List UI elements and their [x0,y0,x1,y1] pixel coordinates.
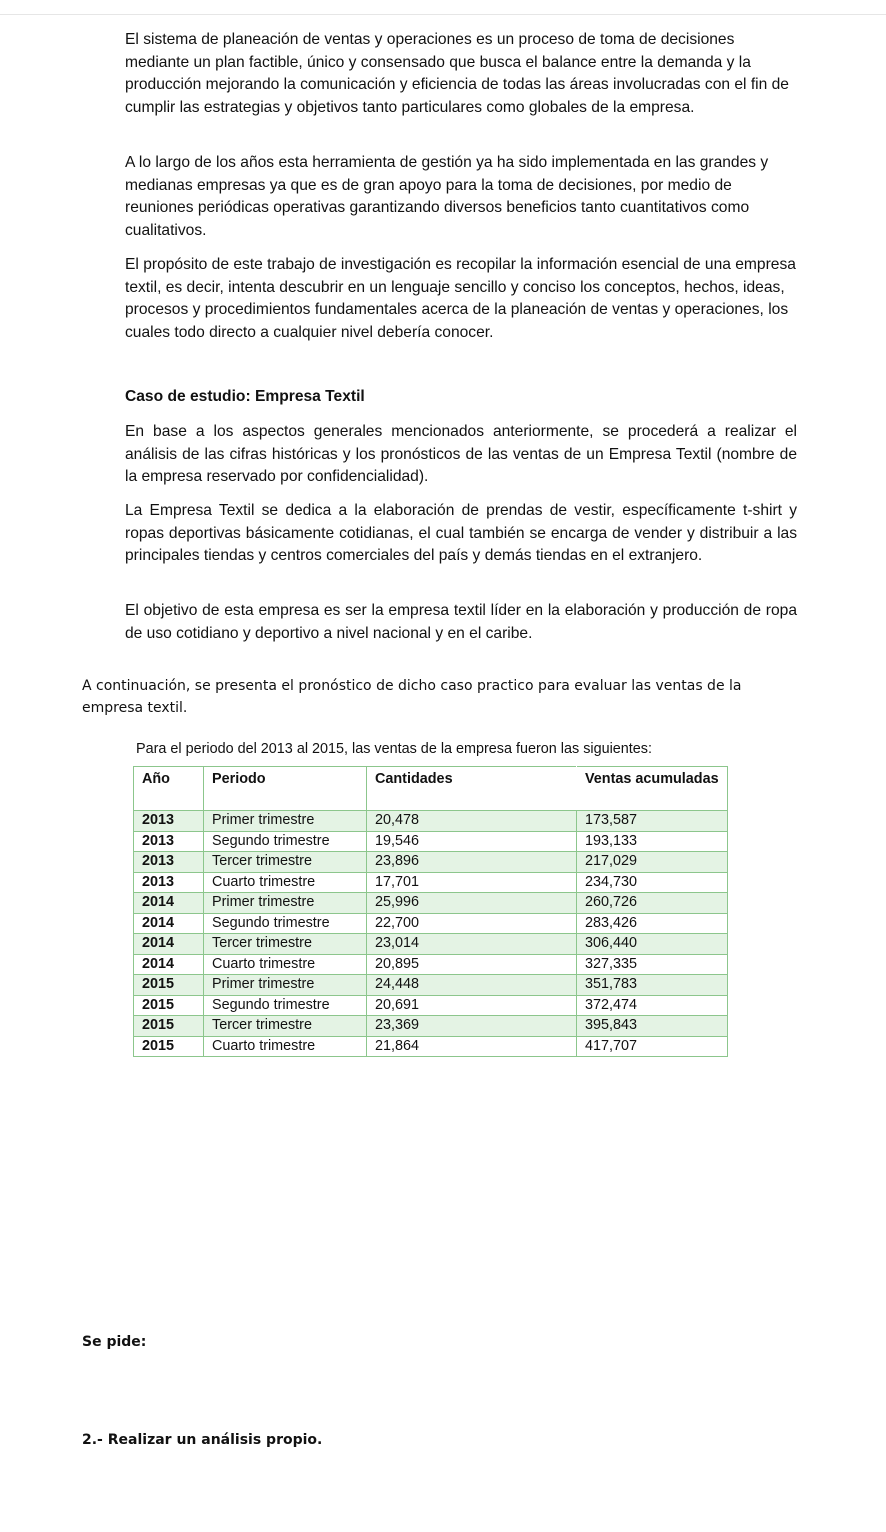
row-sales-cell: 260,726 [577,893,728,914]
header-cumulative-sales: Ventas acumuladas [577,767,728,811]
sales-table-body [134,811,728,1057]
row-period-cell: Segundo trimestre [204,995,367,1016]
row-period-cell: Primer trimestre [204,811,367,832]
table-row [134,934,728,955]
se-pide-label: Se pide: [82,1334,147,1350]
row-year-cell: 2013 [134,852,204,873]
row-quantity-cell: 19,546 [367,831,577,852]
row-period-cell: Primer trimestre [204,893,367,914]
row-year-cell: 2013 [134,831,204,852]
table-row [134,831,728,852]
table-row [134,954,728,975]
header-period: Periodo [204,767,367,811]
table-row [134,975,728,996]
row-quantity-cell: 25,996 [367,893,577,914]
row-sales-cell: 351,783 [577,975,728,996]
row-quantity-cell: 23,896 [367,852,577,873]
row-quantity-cell: 23,369 [367,1016,577,1037]
case-paragraph-3: El objetivo de esta empresa es ser la empresa textil líder en la elaboración y producción de ropa de uso cotidiano y deportivo a nivel nacional y en el caribe. [125,602,797,642]
forecast-intro-paragraph: A continuación, se presenta el pronóstico de dicho caso practico para evaluar las ventas de la empresa textil. [82,678,742,716]
row-period-cell: Segundo trimestre [204,913,367,934]
row-quantity-cell: 24,448 [367,975,577,996]
case-paragraph-1: En base a los aspectos generales mencionados anteriormente, se procederá a realizar el análisis de las cifras históricas y los pronósticos de las ventas de un Empresa Textil (nombre de la empresa reservado por confidencialidad). [125,423,797,485]
case-paragraph-2: La Empresa Textil se dedica a la elaboración de prendas de vestir, específicamente t-shirt y ropas deportivas básicamente cotidianas, el cual también se encarga de vender y distribuir a las principales tiendas y centros comerciales del país y demás tiendas en el extranjero. [125,502,797,564]
table-row [134,872,728,893]
row-year-cell: 2013 [134,811,204,832]
row-period-cell: Tercer trimestre [204,934,367,955]
table-row [134,1036,728,1057]
row-year-cell: 2014 [134,954,204,975]
table-row [134,852,728,873]
intro-paragraph-2: A lo largo de los años esta herramienta de gestión ya ha sido implementada en las grandes y medianas empresas ya que es de gran apoyo para la toma de decisiones, por medio de reuniones periódicas operativas garantizando diversos beneficios tanto cuantitativos como cualitativos. [125,154,769,239]
row-sales-cell: 173,587 [577,811,728,832]
row-year-cell: 2015 [134,995,204,1016]
row-quantity-cell: 23,014 [367,934,577,955]
row-year-cell: 2015 [134,1016,204,1037]
row-year-cell: 2014 [134,934,204,955]
intro-paragraph-3: El propósito de este trabajo de investigación es recopilar la información esencial de una empresa textil, es decir, intenta descubrir en un lenguaje sencillo y conciso los conceptos, hechos, ideas, procesos y procedimientos fundamentales acerca de la planeación de ventas y operaciones, los cuales todo directo a cualquier nivel debería conocer. [125,256,796,341]
row-quantity-cell: 17,701 [367,872,577,893]
row-sales-cell: 417,707 [577,1036,728,1057]
row-year-cell: 2014 [134,893,204,914]
row-period-cell: Primer trimestre [204,975,367,996]
row-sales-cell: 217,029 [577,852,728,873]
row-sales-cell: 193,133 [577,831,728,852]
table-row [134,811,728,832]
header-year: Año [134,767,204,811]
row-period-cell: Segundo trimestre [204,831,367,852]
table-caption: Para el periodo del 2013 al 2015, las ventas de la empresa fueron las siguientes: [136,741,652,757]
row-period-cell: Cuarto trimestre [204,872,367,893]
row-quantity-cell: 20,478 [367,811,577,832]
row-quantity-cell: 20,895 [367,954,577,975]
table-row [134,1016,728,1037]
intro-paragraph-1: El sistema de planeación de ventas y operaciones es un proceso de toma de decisiones mediante un plan factible, único y consensado que busca el balance entre la demanda y la producción mejorando la comunicación y eficiencia de todas las áreas involucradas con el fin de cumplir las estrategias y objetivos tanto particulares como globales de la empresa. [125,31,789,116]
row-year-cell: 2014 [134,913,204,934]
case-study-heading: Caso de estudio: Empresa Textil [125,388,365,405]
row-year-cell: 2015 [134,1036,204,1057]
table-row [134,995,728,1016]
row-quantity-cell: 21,864 [367,1036,577,1057]
row-year-cell: 2013 [134,872,204,893]
row-year-cell: 2015 [134,975,204,996]
row-sales-cell: 283,426 [577,913,728,934]
row-sales-cell: 327,335 [577,954,728,975]
row-quantity-cell: 22,700 [367,913,577,934]
task-label: 2.- Realizar un análisis propio. [82,1432,323,1448]
table-row [134,893,728,914]
page-top-border [0,0,886,15]
row-sales-cell: 306,440 [577,934,728,955]
row-sales-cell: 372,474 [577,995,728,1016]
table-row [134,913,728,934]
header-quantity: Cantidades [367,767,577,811]
row-quantity-cell: 20,691 [367,995,577,1016]
row-period-cell: Tercer trimestre [204,1016,367,1037]
row-period-cell: Cuarto trimestre [204,1036,367,1057]
sales-table [133,766,728,1057]
row-sales-cell: 395,843 [577,1016,728,1037]
table-header-row [134,767,728,811]
row-sales-cell: 234,730 [577,872,728,893]
row-period-cell: Cuarto trimestre [204,954,367,975]
row-period-cell: Tercer trimestre [204,852,367,873]
